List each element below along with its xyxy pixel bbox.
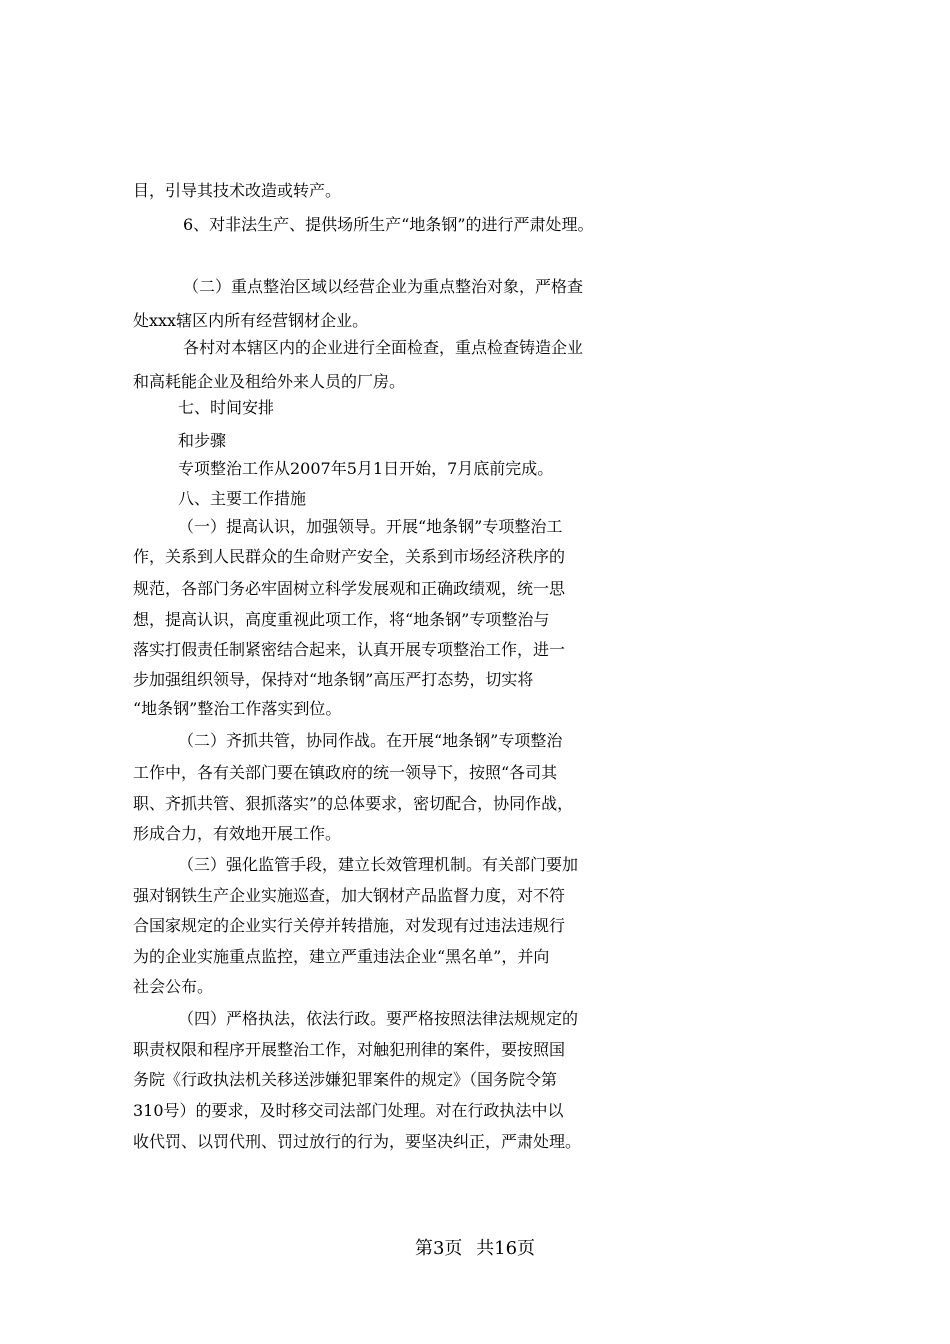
section-heading: 和步骤: [178, 431, 227, 450]
text-line: 规范，各部门务必牢固树立科学发展观和正确政绩观，统一思: [133, 579, 566, 598]
text-line: 社会公布。: [133, 977, 214, 996]
text-line: 务院《行政执法机关移送涉嫌犯罪案件的规定》（国务院令第: [133, 1070, 558, 1089]
text-line: 步加强组织领导，保持对“地条钢”高压严打态势，切实将: [133, 670, 534, 689]
page-total: 共16页: [476, 1238, 536, 1259]
text-line: （二）齐抓共管，协同作战。在开展“地条钢”专项整治: [178, 731, 563, 750]
text-line: 形成合力，有效地开展工作。: [133, 824, 342, 843]
text-line: 工作中，各有关部门要在镇政府的统一领导下，按照“各司其: [133, 763, 558, 782]
text-line: 6、对非法生产、提供场所生产“地条钢”的进行严肃处理。: [183, 215, 594, 234]
section-heading: 八、主要工作措施: [178, 489, 307, 508]
page-footer: [0, 1238, 950, 1260]
text-line: （一）提高认识，加强领导。开展“地条钢”专项整治工: [178, 517, 563, 536]
text-line: 专项整治工作从2007年5月1日开始，7月底前完成。: [178, 459, 554, 478]
text-line: 作，关系到人民群众的生命财产安全，关系到市场经济秩序的: [133, 547, 566, 566]
text-line: （二）重点整治区域以经营企业为重点整治对象，严格查: [183, 277, 584, 296]
text-line: 收代罚、以罚代刑、罚过放行的行为，要坚决纠正，严肃处理。: [133, 1132, 582, 1151]
text-line: 合国家规定的企业实行关停并转措施，对发现有过违法违规行: [133, 916, 566, 935]
text-line: 落实打假责任制紧密结合起来，认真开展专项整治工作，进一: [133, 640, 566, 659]
text-line: （四）严格执法，依法行政。要严格按照法律法规规定的: [178, 1009, 579, 1028]
text-line: 目，引导其技术改造或转产。: [133, 181, 342, 200]
text-line: 强对钢铁生产企业实施巡查，加大钢材产品监督力度，对不符: [133, 886, 566, 905]
text-line: 想，提高认识，高度重视此项工作，将“地条钢”专项整治与: [133, 610, 550, 629]
text-line: 处xxx辖区内所有经营钢材企业。: [133, 311, 369, 330]
text-line: 为的企业实施重点监控，建立严重违法企业“黑名单”，并向: [133, 947, 550, 966]
text-line: （三）强化监管手段，建立长效管理机制。有关部门要加: [178, 855, 579, 874]
section-heading: 七、时间安排: [178, 398, 275, 417]
text-line: 职、齐抓共管、狠抓落实”的总体要求，密切配合，协同作战，: [133, 794, 574, 813]
text-line: 各村对本辖区内的企业进行全面检查，重点检查铸造企业: [183, 338, 584, 357]
text-line: 职责权限和程序开展整治工作，对触犯刑律的案件，要按照国: [133, 1040, 566, 1059]
page-number: 第3页: [414, 1238, 463, 1259]
text-line: 310号）的要求，及时移交司法部门处理。对在行政执法中以: [133, 1101, 564, 1120]
text-line: 和高耗能企业及租给外来人员的厂房。: [133, 372, 406, 391]
text-line: “地条钢”整治工作落实到位。: [133, 699, 342, 718]
